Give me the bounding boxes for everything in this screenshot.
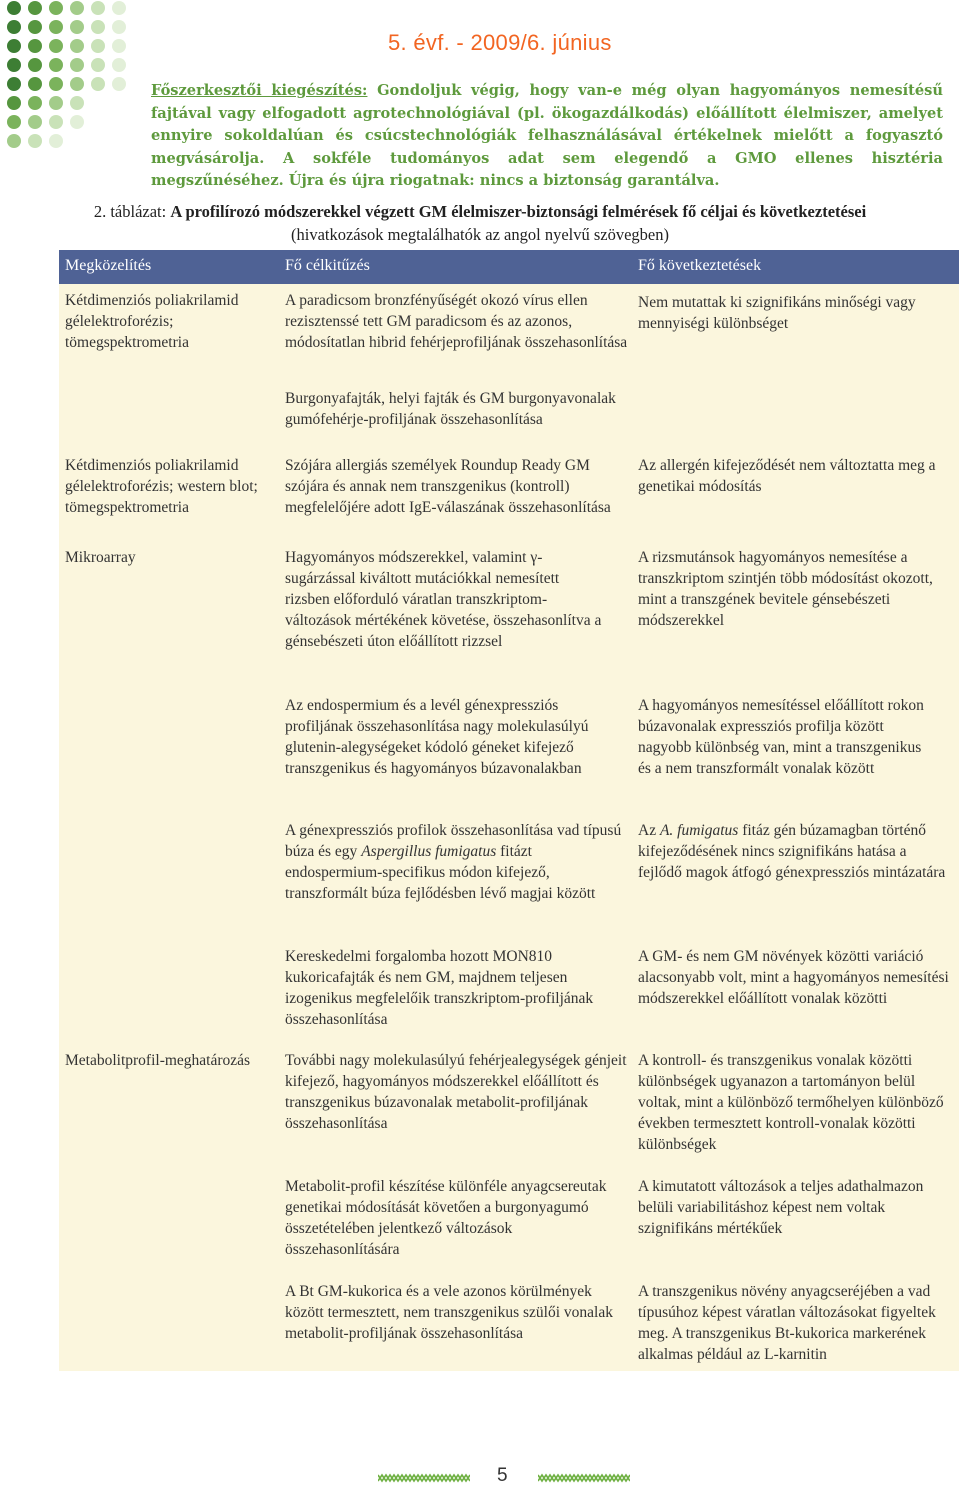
table-caption	[0, 202, 960, 244]
editor-note-text: Gondoljuk végig, hogy van-e még olyan hagyományos nemesítésű fajtával vagy elfogadott agrotechnológiával (pl. ökogazdálkodás) előállított élelmiszer, amelyet ennyire sokoldalúan és csúcstechnológiák felhasználásával értékelnek mielőtt a fogyasztó megvásárolja. A sokféle tudományos adat sem elegendő a GMO ellenes hisztéria megszűnéséhez. Újra és újra riogatnak: nincs a biztonság garantálva.	[151, 82, 943, 189]
row-7-goal: Kereskedelmi forgalomba hozott MON810 kukoricafajták és nem GM, majdnem teljesen izogenikus megfelelőik transzkriptom-profiljának összehasonlítása	[285, 948, 594, 1028]
decorative-dot	[91, 39, 105, 53]
row-6-conclusion	[638, 820, 954, 883]
decorative-dot	[28, 96, 42, 110]
table-header	[59, 250, 959, 284]
row-6-goal-part-3: fitázt endospermium-specifikus módon kifejező, transzformált búza fejlődésben lévő magjai között	[285, 843, 596, 902]
row-6-conclusion-part-3: fitáz gén búzamagban történő kifejeződésének nincs szignifikáns hatása a fejlődő magok átfogó génexpressziós mintázatára	[638, 822, 946, 881]
row-6-conclusion-part-1: Az	[638, 822, 660, 839]
decorative-dot	[70, 39, 84, 53]
row-10-conclusion: A transzgenikus növény anyagcseréjében a vad típusúhoz képest váratlan változásokat figyeltek meg. A transzgenikus Bt-kukorica markerének alkalmas például az L-karnitin	[638, 1283, 936, 1363]
row-3-goal: Szójára allergiás személyek Roundup Ready GM szójára és annak nem transzgenikus (kontroll) megfelelőjére adott IgE-válaszának összehasonlítása	[285, 457, 611, 516]
editor-note-label: Főszerkesztői kiegészítés:	[151, 82, 368, 99]
decorative-dot	[91, 1, 105, 15]
row-8-goal: További nagy molekulasúlyú fehérjealegységek génjeit kifejező, hagyományos módszerekkel előállított és transzgenikus búzavonalak metabolit-profiljának összehasonlítása	[285, 1052, 627, 1132]
table-caption-prefix: 2. táblázat:	[93, 202, 171, 221]
row-2-goal: Burgonyafajták, helyi fajták és GM burgonyavonalak gumófehérje-profiljának összehasonlítása	[285, 390, 616, 428]
row-3-approach: Kétdimenziós poliakrilamid gélelektroforézis; western blot; tömegspektrometria	[65, 457, 258, 516]
header-conclusion: Fő következtetések	[638, 257, 762, 274]
decorative-dot	[112, 77, 126, 91]
table-caption-title: A profilírozó módszerekkel végzett GM élelmiszer-biztonsági felmérések fő céljai és következtetései	[170, 202, 867, 221]
header-approach: Megközelítés	[65, 257, 152, 274]
footer-ornament-left	[378, 1473, 470, 1483]
row-8-approach: Metabolitprofil-meghatározás	[65, 1052, 251, 1069]
decorative-dot	[70, 20, 84, 34]
decorative-dot	[28, 58, 42, 72]
row-1-goal: A paradicsom bronzfényűségét okozó vírus ellen rezisztenssé tett GM paradicsom és az azonos, módosítatlan hibrid fehérjeprofiljának összehasonlítása	[285, 292, 628, 351]
decorative-dot	[7, 96, 21, 110]
row-4-approach: Mikroarray	[65, 549, 136, 566]
page-number: 5	[497, 1465, 508, 1486]
row-3-conclusion: Az allergén kifejeződését nem változtatta meg a genetikai módosítás	[638, 457, 936, 495]
decorative-dot	[7, 115, 21, 129]
decorative-dot	[7, 1, 21, 15]
decorative-dot	[49, 134, 63, 148]
row-4-goal: Hagyományos módszerekkel, valamint γ-sugárzással kiváltott mutációkkal nemesített rizsben előforduló váratlan transzkriptom-változások mértékének követése, összehasonlítva a génsebészeti úton előállított rizzsel	[285, 549, 602, 650]
row-7-conclusion: A GM- és nem GM növények közötti variáció alacsonyabb volt, mint a hagyományos nemesítési módszerekkel előállított vonalak közötti	[638, 948, 949, 1007]
decorative-dot	[49, 58, 63, 72]
decorative-dot	[49, 1, 63, 15]
decorative-dot	[49, 77, 63, 91]
row-6-goal-part-1: A génexpressziós profilok összehasonlítása vad típusú búza és egy	[285, 822, 622, 860]
decorative-dot	[7, 77, 21, 91]
header-goal: Fő célkitűzés	[285, 257, 370, 274]
row-1-approach: Kétdimenziós poliakrilamid gélelektroforézis; tömegspektrometria	[65, 292, 239, 351]
decorative-dot	[28, 1, 42, 15]
issue-label: 5. évf. - 2009/6. június	[388, 30, 612, 55]
row-10-goal: A Bt GM-kukorica és a vele azonos körülmények között termesztett, nem transzgenikus szülői vonalak metabolit-profiljának összehasonlítása	[285, 1283, 613, 1342]
decorative-dot	[91, 20, 105, 34]
decorative-dot	[112, 39, 126, 53]
decorative-dot	[49, 39, 63, 53]
decorative-dot	[70, 58, 84, 72]
decorative-dot	[91, 77, 105, 91]
decorative-dot	[49, 115, 63, 129]
decorative-dot	[112, 58, 126, 72]
row-9-conclusion: A kimutatott változások a teljes adathalmazon belüli variabilitáshoz képest nem voltak szignifikáns mértékűek	[638, 1178, 924, 1237]
decorative-dot	[70, 77, 84, 91]
results-table	[59, 250, 959, 1371]
row-6-conclusion-species: A. fumigatus	[659, 822, 739, 839]
decorative-dot	[112, 1, 126, 15]
decorative-dot	[70, 1, 84, 15]
decorative-dot	[112, 20, 126, 34]
decorative-dot	[7, 20, 21, 34]
decorative-dot	[49, 96, 63, 110]
decorative-dot	[70, 96, 84, 110]
row-5-goal: Az endospermium és a levél génexpressziós profiljának összehasonlítása nagy molekulasúlyú glutenin-alegységeket kódoló géneket kifejező transzgenikus és hagyományos búzavonalakban	[285, 697, 589, 777]
decorative-dot	[70, 115, 84, 129]
decorative-dot	[28, 20, 42, 34]
editor-note	[151, 80, 943, 193]
footer-ornament-right	[538, 1473, 630, 1483]
decorative-dot	[28, 115, 42, 129]
decorative-dot	[7, 58, 21, 72]
decorative-dot	[7, 39, 21, 53]
decorative-dot	[7, 134, 21, 148]
decorative-dot	[28, 77, 42, 91]
row-5-conclusion: A hagyományos nemesítéssel előállított rokon búzavonalak expressziós profilja között nagyobb különbség van, mint a transzgenikus és a nem transzformált vonalak között	[638, 697, 924, 777]
decorative-dot-pattern	[0, 0, 140, 160]
row-6-goal	[285, 820, 630, 904]
row-4-conclusion: A rizsmutánsok hagyományos nemesítése a transzkriptom szintjén több módosítást okozott, mint a transzgének bevitele génsebészeti módszerekkel	[638, 549, 933, 629]
decorative-dot	[91, 58, 105, 72]
row-8-conclusion: A kontroll- és transzgenikus vonalak közötti különbségek ugyanazon a tartományon belül voltak, mint a különböző termőhelyen különböző években termesztett kontroll-vonalak közötti különbségek	[638, 1052, 944, 1153]
row-1-conclusion: Nem mutattak ki szignifikáns minőségi vagy mennyiségi különbséget	[638, 294, 916, 332]
row-9-goal: Metabolit-profil készítése különféle anyagcsereutak genetikai módosítását követően a burgonyagumó összetételében jelentkező változások összehasonlítására	[285, 1178, 607, 1258]
decorative-dot	[49, 20, 63, 34]
decorative-dot	[28, 134, 42, 148]
row-6-goal-species: Aspergillus fumigatus	[361, 843, 497, 860]
table-caption-subtitle: (hivatkozások megtalálhatók az angol nyelvű szövegben)	[291, 225, 669, 244]
decorative-dot	[28, 39, 42, 53]
